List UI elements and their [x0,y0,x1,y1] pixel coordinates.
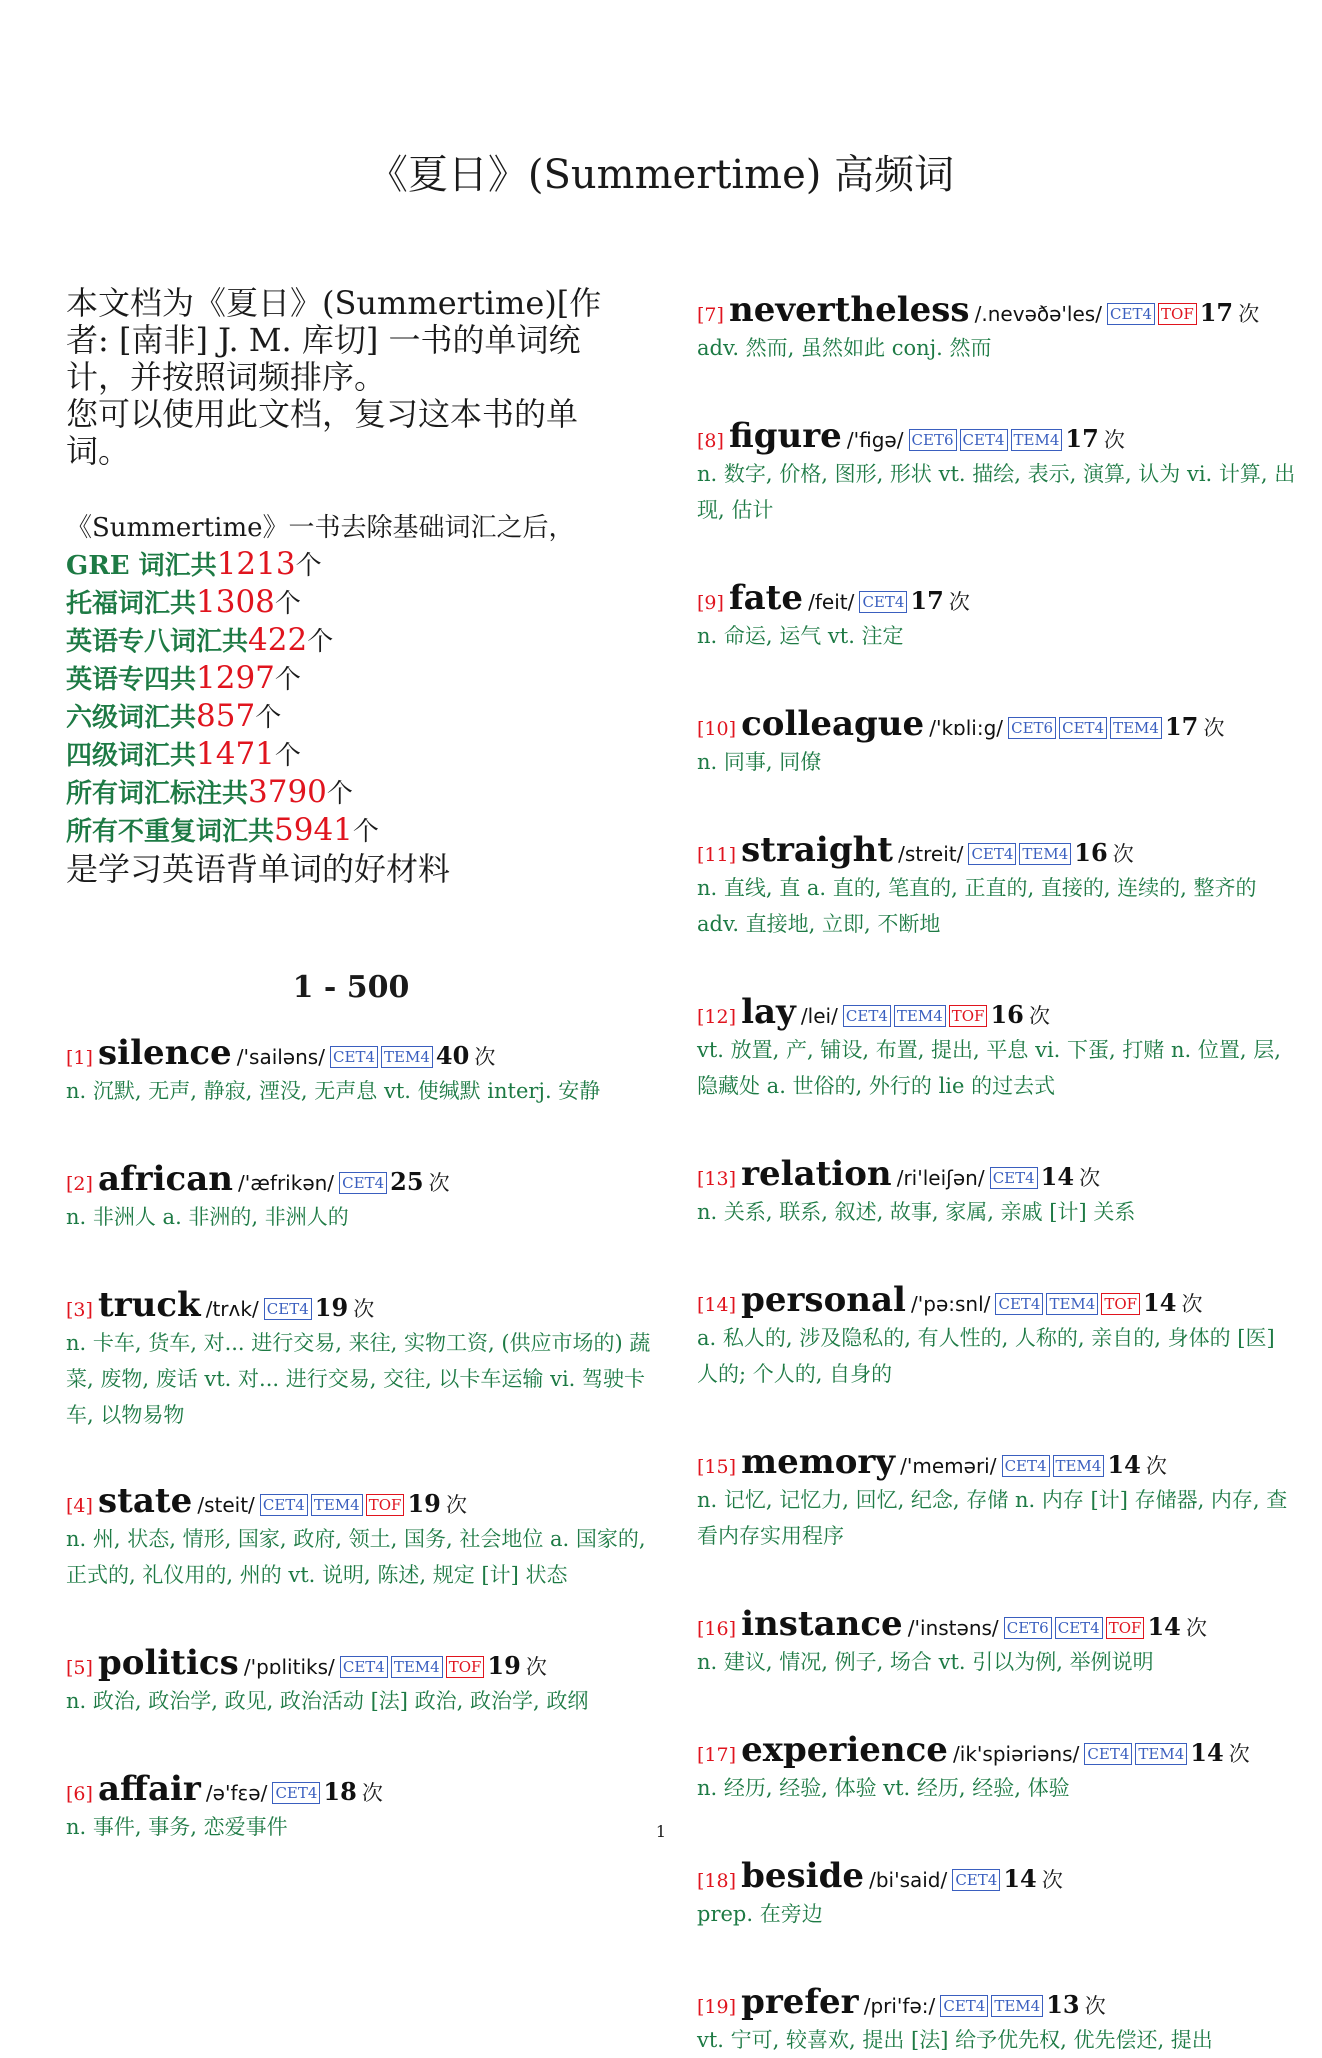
entry-word: experience [741,1730,948,1770]
entry-frequency: 17 [910,586,944,615]
entry-frequency-unit: 次 [1041,1868,1063,1892]
stat-row [66,698,666,736]
level-tag: TEM4 [1135,1743,1187,1765]
entry-frequency: 18 [323,1777,357,1806]
word-entry [697,416,1297,528]
entry-index: [9] [697,592,724,614]
entry-definition: prep. 在旁边 [697,1902,823,1926]
entry-frequency-unit: 次 [525,1655,547,1679]
level-tag: TEM4 [311,1494,363,1516]
entry-index: [17] [697,1744,737,1766]
entry-headword-line [697,1604,1297,1644]
entry-headword-line [66,1159,666,1199]
level-tag: TOF [366,1494,405,1516]
entry-index: [13] [697,1168,737,1190]
entry-index: [1] [66,1047,93,1069]
entry-definition: n. 沉默, 无声, 静寂, 湮没, 无声息 vt. 使缄默 interj. 安静 [66,1079,601,1103]
stat-unit: 个 [274,741,301,771]
level-tag: CET4 [940,1995,988,2017]
word-entry [697,1982,1297,2058]
entry-phonetic: /'pɒlitiks/ [243,1655,335,1679]
entry-headword-line [697,578,1297,618]
stat-label: 四级词汇共 [66,741,197,771]
stat-row [66,584,666,622]
level-tag: CET4 [330,1046,378,1068]
level-tag: CET4 [264,1298,312,1320]
entry-phonetic: /trʌk/ [205,1297,259,1321]
entry-index: [12] [697,1006,737,1028]
level-tag: CET6 [909,429,957,451]
word-entry [66,1033,666,1109]
stat-row [66,622,666,660]
entry-headword-line [66,1033,666,1073]
stat-count: 1308 [196,584,275,620]
entry-phonetic: /pri'fə:/ [863,1994,936,2018]
entry-word: relation [741,1154,892,1194]
level-tag: CET4 [843,1005,891,1027]
stat-label: 所有不重复词汇共 [66,817,275,847]
intro-text [66,285,636,470]
entry-frequency-unit: 次 [1028,1004,1050,1028]
entry-index: [15] [697,1456,737,1478]
level-tag: CET4 [340,1656,388,1678]
stat-label: 所有词汇标注共 [66,779,249,809]
level-tag: TEM4 [381,1046,433,1068]
stat-row [66,736,666,774]
entry-definition: n. 事件, 事务, 恋爱事件 [66,1815,288,1839]
entry-frequency-unit: 次 [1103,428,1125,452]
stat-row [66,812,666,850]
entry-word: instance [741,1604,903,1644]
entry-definition: n. 关系, 联系, 叙述, 故事, 家属, 亲戚 [计] 关系 [697,1200,1136,1224]
word-list-right-column [697,290,1297,2058]
word-entry [697,1154,1297,1230]
entry-word: personal [741,1280,906,1320]
entry-word: nevertheless [729,290,970,330]
entry-phonetic: /'sailəns/ [236,1045,325,1069]
entry-index: [8] [697,430,724,452]
entry-definition: n. 州, 状态, 情形, 国家, 政府, 领土, 国务, 社会地位 a. 国家的, 正式的, 礼仪用的, 州的 vt. 说明, 陈述, 规定 [计] 状态 [66,1527,646,1587]
stat-label: 六级词汇共 [66,703,197,733]
stat-label: 托福词汇共 [66,589,197,619]
level-tag: CET4 [1107,303,1155,325]
entry-frequency: 14 [1107,1450,1141,1479]
entry-index: [6] [66,1783,93,1805]
level-tag: CET4 [968,843,1016,865]
entry-definition: n. 经历, 经验, 体验 vt. 经历, 经验, 体验 [697,1776,1070,1800]
entry-definition: vt. 放置, 产, 铺设, 布置, 提出, 平息 vi. 下蛋, 打赌 n. 位置, 层, 隐藏处 a. 世俗的, 外行的 lie 的过去式 [697,1038,1281,1098]
level-tag: CET4 [1002,1455,1050,1477]
entry-frequency-unit: 次 [1238,302,1260,326]
level-tag: CET6 [1008,717,1056,739]
word-entry [697,1442,1297,1554]
entry-frequency-unit: 次 [1185,1616,1207,1640]
entry-word: african [98,1159,233,1199]
entry-frequency: 17 [1199,298,1234,327]
stat-unit: 个 [274,589,301,619]
entry-word: lay [741,992,796,1032]
stat-count: 5941 [274,812,353,848]
word-list-left-column [66,1033,666,1845]
stats-tail: 是学习英语背单词的好材料 [66,850,451,888]
level-tag: TEM4 [991,1995,1043,2017]
stat-row [66,774,666,812]
entry-phonetic: /'pə:snl/ [911,1292,991,1316]
level-tag: CET4 [995,1293,1043,1315]
word-entry [697,704,1297,780]
entry-definition: n. 同事, 同僚 [697,750,822,774]
entry-index: [11] [697,844,737,866]
entry-phonetic: /bi'said/ [869,1868,948,1892]
entry-definition: n. 建议, 情况, 例子, 场合 vt. 引以为例, 举例说明 [697,1650,1154,1674]
entry-frequency-unit: 次 [1079,1166,1101,1190]
entry-definition: n. 命运, 运气 vt. 注定 [697,624,904,648]
stat-row [66,660,666,698]
stat-unit: 个 [274,665,301,695]
level-tag: CET4 [859,591,907,613]
stat-count: 857 [196,698,256,734]
entry-definition: n. 卡车, 货车, 对... 进行交易, 来往, 实物工资, (供应市场的) 蔬菜, 废物, 废话 vt. 对... 进行交易, 交往, 以卡车运输 vi. 驾驶卡车, 以物易物 [66,1331,651,1427]
level-tag: CET4 [1084,1743,1132,1765]
level-tag: CET4 [339,1172,387,1194]
entry-headword-line [697,416,1297,456]
word-entry [697,830,1297,942]
level-tag: TEM4 [1011,429,1063,451]
level-tag: CET6 [1004,1617,1052,1639]
level-tag: TEM4 [1019,843,1071,865]
entry-phonetic: /lei/ [800,1004,838,1028]
entry-definition: adv. 然而, 虽然如此 conj. 然而 [697,336,992,360]
entry-index: [19] [697,1996,737,2018]
entry-frequency: 25 [390,1167,424,1196]
entry-frequency: 14 [1147,1612,1181,1641]
entry-word: affair [98,1769,201,1809]
entry-headword-line [697,1442,1297,1482]
intro-line-1: 本文档为《夏日》(Summertime)[作者: [南非] J. M. 库切] 一书的单词统计，并按照词频排序。 [66,284,602,396]
entry-index: [18] [697,1870,737,1892]
entry-index: [4] [66,1495,93,1517]
entry-index: [5] [66,1657,93,1679]
page-title: 《夏日》(Summertime) 高频词 [367,152,955,198]
range-heading: 1 - 500 [292,970,410,1005]
entry-frequency-unit: 次 [445,1493,467,1517]
entry-word: figure [729,416,842,456]
stat-unit: 个 [295,551,322,581]
entry-word: silence [98,1033,232,1073]
entry-frequency-unit: 次 [474,1045,496,1069]
stats-list [66,546,666,850]
entry-frequency: 16 [990,1000,1024,1029]
entry-word: colleague [741,704,925,744]
stat-unit: 个 [352,817,379,847]
entry-phonetic: /ri'leiʃən/ [896,1166,985,1190]
entry-phonetic: /'kɒli:g/ [929,716,1004,740]
entry-definition: vt. 宁可, 较喜欢, 提出 [法] 给予优先权, 优先偿还, 提出 [697,2028,1213,2052]
entry-phonetic: /steit/ [197,1493,255,1517]
stat-label: 英语专八词汇共 [66,627,249,657]
entry-frequency: 14 [1190,1738,1224,1767]
entry-phonetic: /streit/ [898,842,964,866]
word-entry [697,1280,1297,1392]
level-tag: TEM4 [1110,717,1162,739]
level-tag: TOF [1158,303,1197,325]
entry-index: [16] [697,1618,737,1640]
entry-headword-line [66,1643,666,1683]
entry-frequency-unit: 次 [1145,1454,1167,1478]
entry-phonetic: /ik'spiəriəns/ [953,1742,1080,1766]
entry-word: truck [98,1285,201,1325]
level-tag: TEM4 [894,1005,946,1027]
stat-count: 3790 [248,774,327,810]
stat-row [66,546,666,584]
entry-phonetic: /ə'fεə/ [205,1781,268,1805]
entry-frequency-unit: 次 [428,1171,450,1195]
entry-index: [10] [697,718,737,740]
entry-index: [2] [66,1173,93,1195]
entry-headword-line [66,1481,666,1521]
entry-definition: n. 非洲人 a. 非洲的, 非洲人的 [66,1205,349,1229]
level-tag: CET4 [952,1869,1000,1891]
level-tag: CET4 [1059,717,1107,739]
entry-headword-line [697,704,1297,744]
stat-count: 422 [248,622,308,658]
word-entry [697,1604,1297,1680]
stat-unit: 个 [307,627,334,657]
level-tag: TOF [446,1656,485,1678]
entry-headword-line [697,992,1297,1032]
word-entry [697,1730,1297,1806]
level-tag: CET4 [1055,1617,1103,1639]
entry-frequency: 19 [407,1489,441,1518]
level-tag: TEM4 [1046,1293,1098,1315]
intro-line-2: 您可以使用此文档，复习这本书的单词。 [66,395,579,470]
word-entry [66,1285,666,1433]
entry-frequency: 16 [1074,838,1108,867]
entry-frequency-unit: 次 [1228,1742,1250,1766]
entry-index: [14] [697,1294,737,1316]
entry-frequency: 17 [1065,424,1099,453]
word-entry [66,1159,666,1235]
level-tag: TOF [1106,1617,1145,1639]
entry-word: prefer [741,1982,859,2022]
entry-phonetic: /'meməri/ [900,1454,997,1478]
entry-frequency: 19 [487,1651,521,1680]
stat-label: GRE 词汇共 [66,551,217,581]
entry-definition: n. 数字, 价格, 图形, 形状 vt. 描绘, 表示, 演算, 认为 vi. 计算, 出现, 估计 [697,462,1296,522]
entry-definition: n. 记忆, 记忆力, 回忆, 纪念, 存储 n. 内存 [计] 存储器, 内存, 查看内存实用程序 [697,1488,1288,1548]
entry-index: [3] [66,1299,93,1321]
entry-phonetic: /feit/ [808,590,855,614]
entry-phonetic: /.nevəðə'les/ [974,302,1102,326]
stat-count: 1471 [196,736,275,772]
entry-headword-line [697,830,1297,870]
entry-index: [7] [697,304,724,326]
stat-count: 1297 [196,660,275,696]
entry-definition: n. 政治, 政治学, 政见, 政治活动 [法] 政治, 政治学, 政纲 [66,1689,589,1713]
entry-word: beside [741,1856,864,1896]
level-tag: CET4 [960,429,1008,451]
entry-frequency: 14 [1040,1162,1075,1191]
level-tag: CET4 [272,1782,320,1804]
entry-word: state [98,1481,193,1521]
level-tag: CET4 [990,1167,1038,1189]
stat-unit: 个 [255,703,282,733]
level-tag: CET4 [260,1494,308,1516]
entry-frequency-unit: 次 [353,1297,375,1321]
level-tag: TOF [1101,1293,1140,1315]
word-entry [697,578,1297,654]
stat-label: 英语专四共 [66,665,197,695]
stat-unit: 个 [326,779,353,809]
word-entry [66,1481,666,1593]
entry-phonetic: /'instəns/ [907,1616,999,1640]
entry-frequency-unit: 次 [361,1781,383,1805]
entry-frequency: 14 [1143,1288,1177,1317]
entry-frequency: 40 [435,1041,470,1070]
entry-frequency-unit: 次 [1203,716,1225,740]
level-tag: TEM4 [1053,1455,1105,1477]
word-entry [66,1643,666,1719]
entry-phonetic: /'figə/ [846,428,904,452]
entry-word: politics [98,1643,239,1683]
level-tag: TEM4 [391,1656,443,1678]
entry-word: memory [741,1442,896,1482]
entry-headword-line [697,1154,1297,1194]
entry-frequency: 14 [1003,1864,1037,1893]
entry-frequency-unit: 次 [1084,1994,1106,2018]
page-number: 1 [655,1822,667,1841]
entry-headword-line [697,1856,1297,1896]
entry-headword-line [697,1982,1297,2022]
entry-headword-line [697,1730,1297,1770]
entry-frequency-unit: 次 [1112,842,1134,866]
entry-definition: n. 直线, 直 a. 直的, 笔直的, 正直的, 直接的, 连续的, 整齐的 adv. 直接地, 立即, 不断地 [697,876,1257,936]
entry-frequency: 17 [1164,712,1199,741]
entry-word: fate [729,578,804,618]
word-entry [697,992,1297,1104]
word-entry [697,1856,1297,1932]
entry-frequency: 19 [314,1293,349,1322]
entry-headword-line [697,290,1297,330]
entry-frequency-unit: 次 [1181,1292,1203,1316]
entry-frequency: 13 [1046,1990,1080,2019]
entry-phonetic: /'æfrikən/ [238,1171,335,1195]
entry-definition: a. 私人的, 涉及隐私的, 有人性的, 人称的, 亲自的, 身体的 [医] 人的; 个人的, 自身的 [697,1326,1275,1386]
stats-lead: 《Summertime》一书去除基础词汇之后， [66,513,575,543]
word-entry [697,290,1297,366]
entry-frequency-unit: 次 [948,590,970,614]
level-tag: TOF [949,1005,988,1027]
entry-headword-line [66,1769,666,1809]
entry-headword-line [697,1280,1297,1320]
stat-count: 1213 [216,546,296,582]
entry-word: straight [741,830,894,870]
vocabulary-stats [66,510,666,888]
entry-headword-line [66,1285,666,1325]
